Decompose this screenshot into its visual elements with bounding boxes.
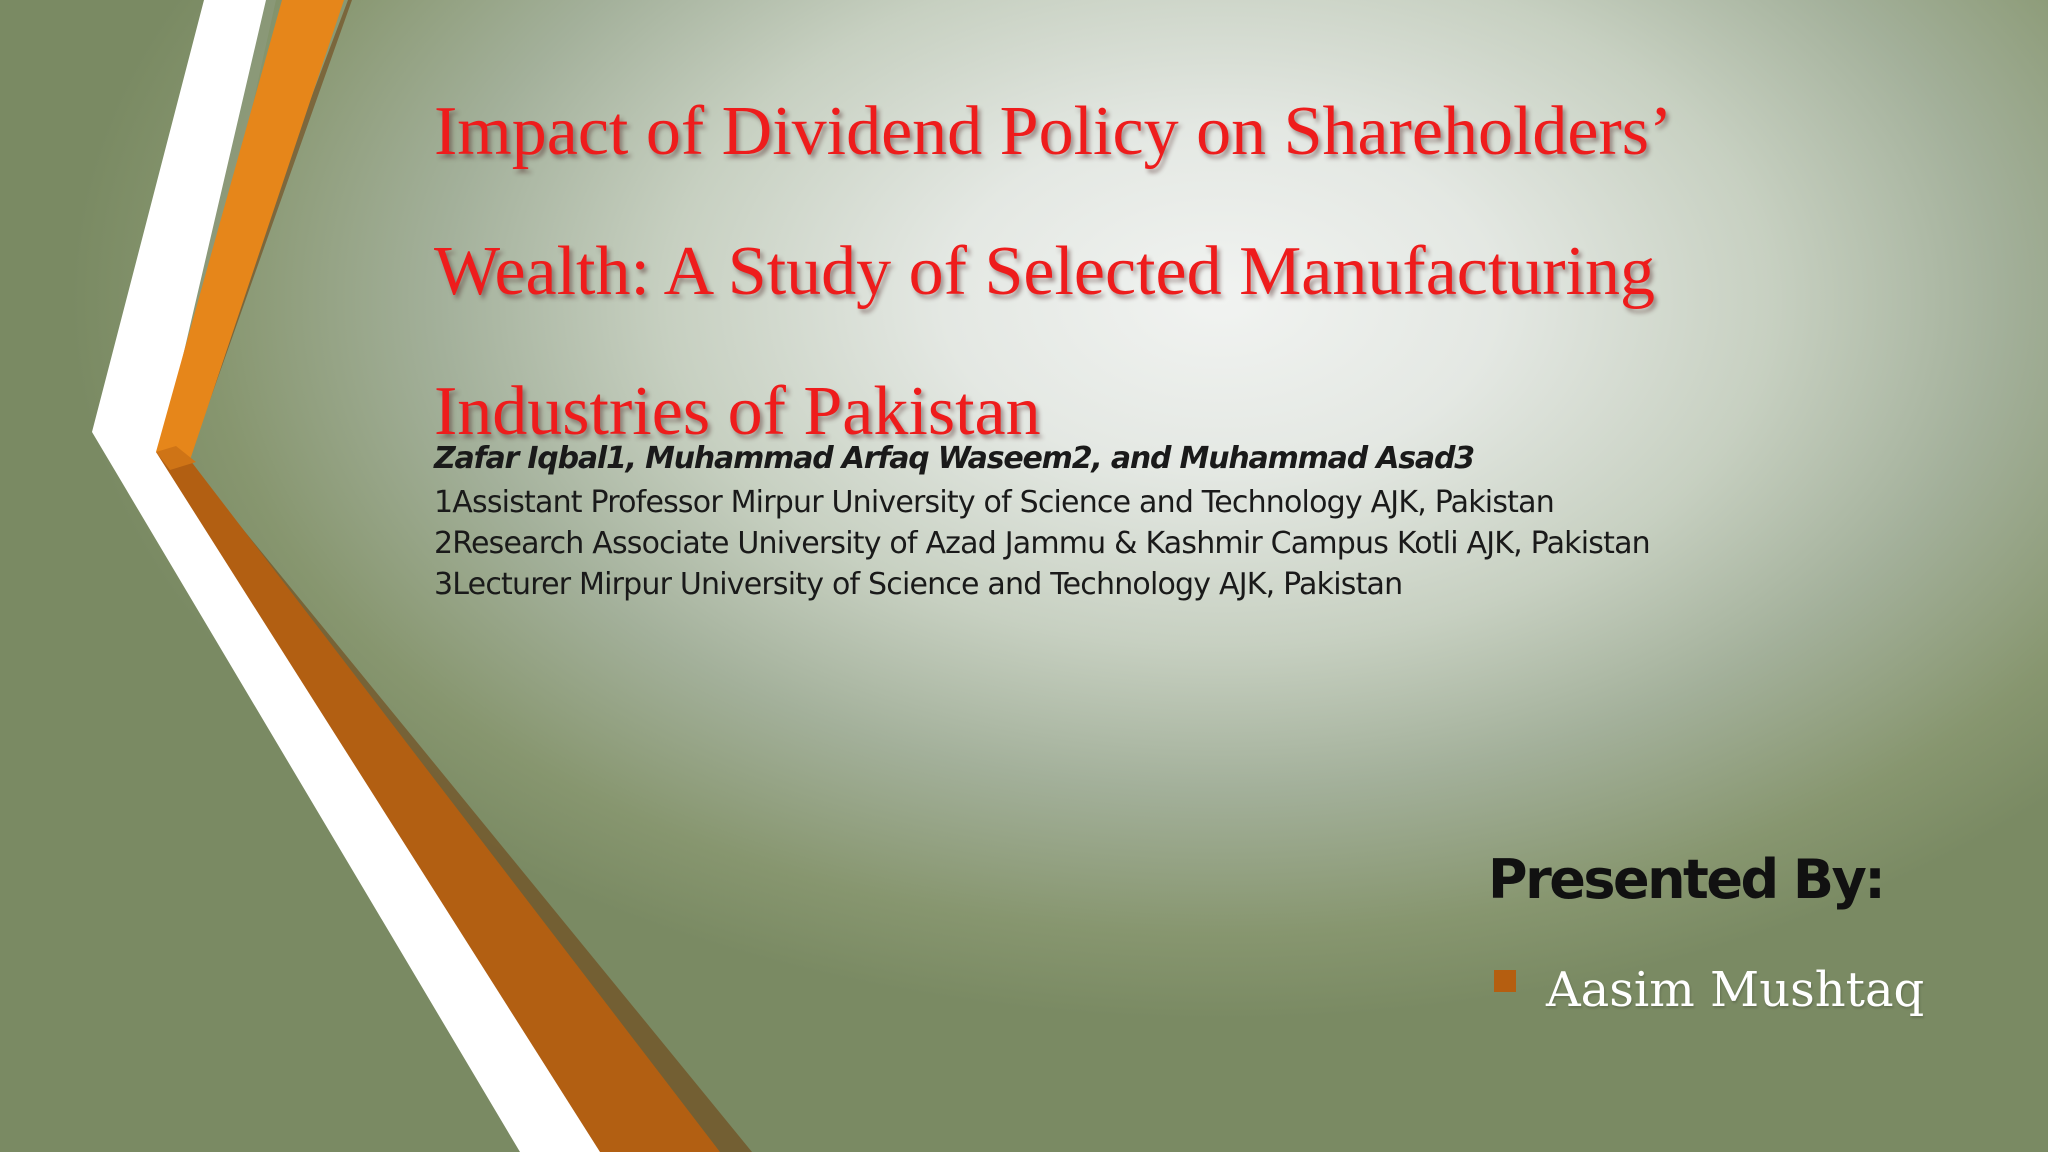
affiliation-list (434, 482, 1650, 605)
title-line-2: Wealth: A Study of Selected Manufacturing (434, 233, 1656, 310)
affiliation-item: 1Assistant Professor Mirpur University of Science and Technology AJK, Pakistan (434, 485, 1554, 520)
presenter-name: Aasim Mushtaq (1546, 962, 1925, 1018)
square-bullet-icon (1494, 970, 1516, 992)
presenter-item (1494, 962, 1924, 1018)
title-line-1: Impact of Dividend Policy on Shareholders’ (434, 93, 1673, 170)
author-list: Zafar Iqbal1, Muhammad Arfaq Waseem2, and Muhammad Asad3 (434, 441, 1474, 476)
title-line-3: Industries of Pakistan (434, 373, 1041, 450)
affiliation-item: 2Research Associate University of Azad Jammu & Kashmir Campus Kotli AJK, Pakistan (434, 526, 1650, 561)
slide-title (434, 62, 1914, 482)
affiliation-item: 3Lecturer Mirpur University of Science and Technology AJK, Pakistan (434, 567, 1403, 602)
presented-by-heading: Presented By: (1488, 848, 1884, 911)
